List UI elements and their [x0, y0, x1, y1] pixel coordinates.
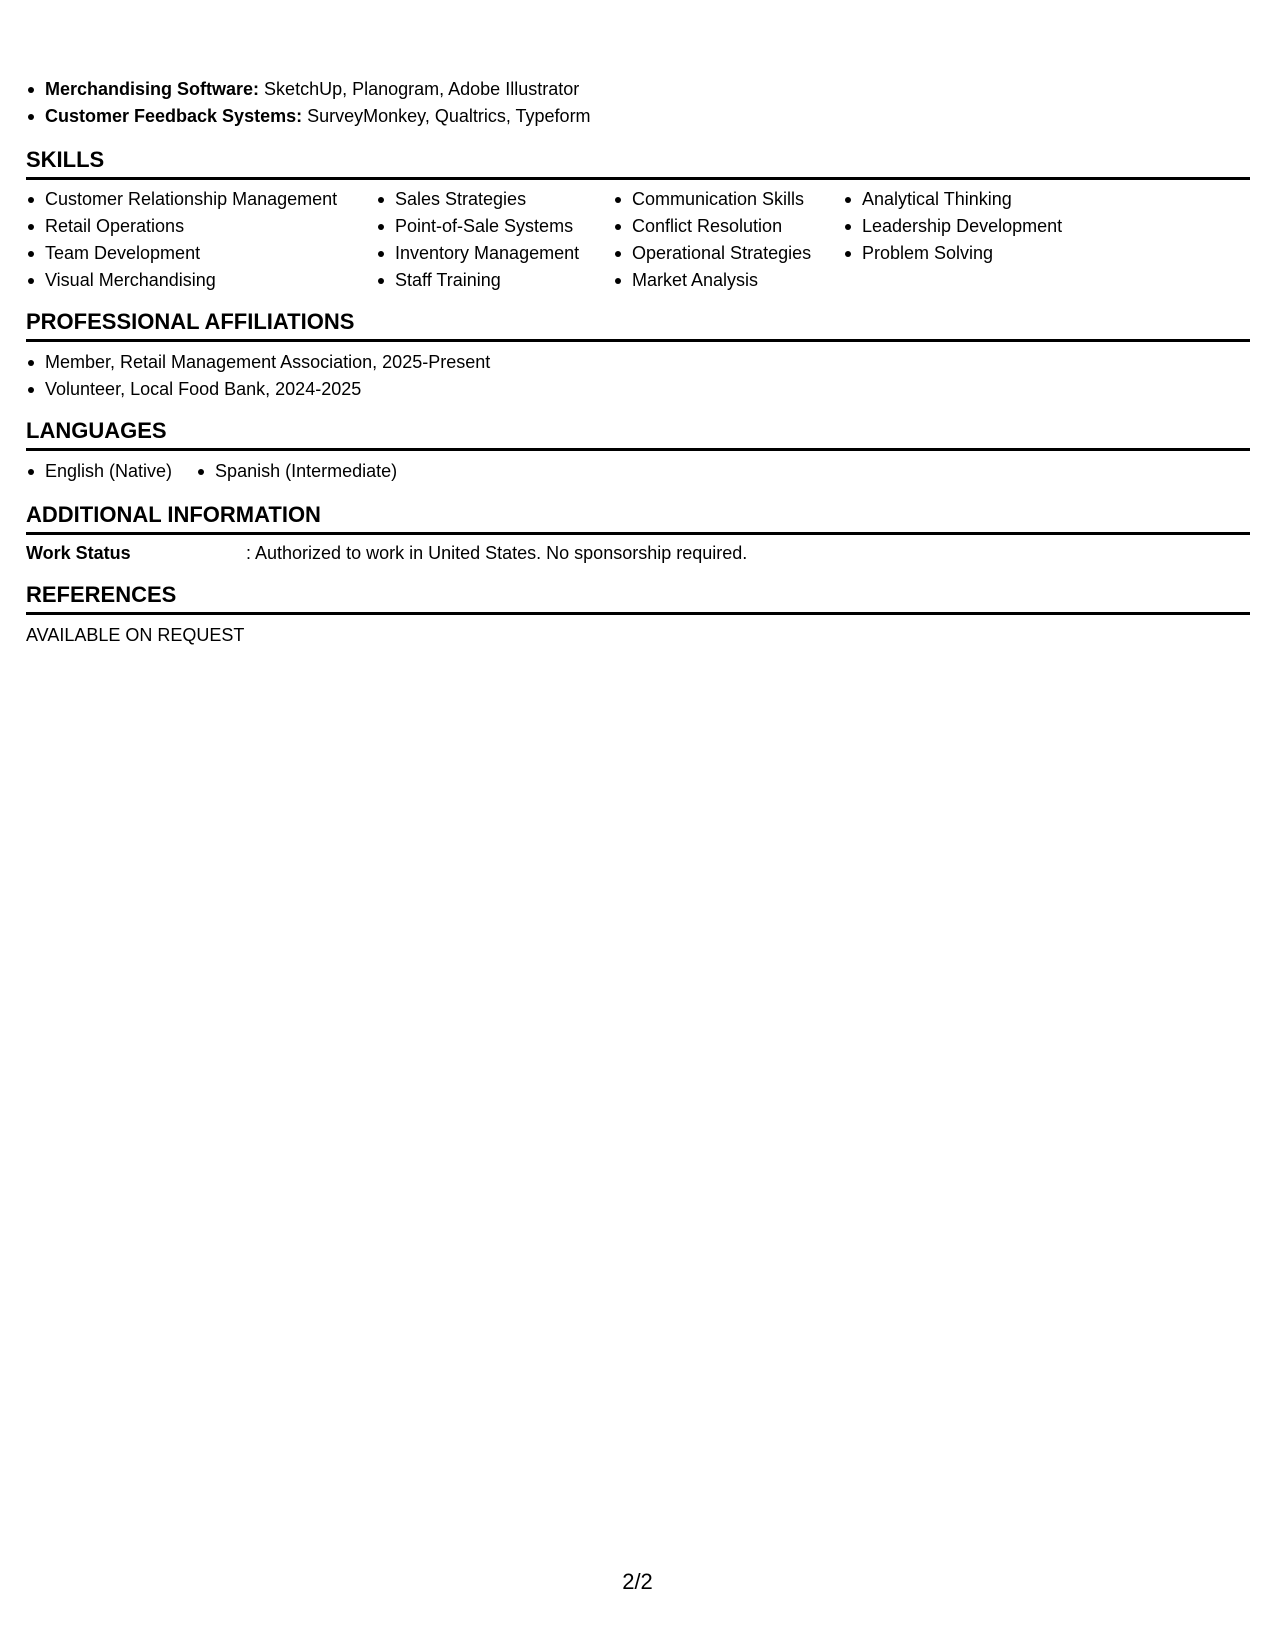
- additional-info-heading: ADDITIONAL INFORMATION: [26, 501, 1250, 535]
- skill-item: Conflict Resolution: [613, 213, 843, 240]
- skill-item: Operational Strategies: [613, 240, 843, 267]
- skill-item: Communication Skills: [613, 186, 843, 213]
- tools-item-customer-feedback: [26, 103, 1250, 130]
- languages-section: [26, 417, 1250, 485]
- languages-heading: LANGUAGES: [26, 417, 1250, 451]
- skill-item: Leadership Development: [843, 213, 1143, 240]
- affiliation-item: Member, Retail Management Association, 2025-Present: [26, 349, 1250, 376]
- tools-item-label: Merchandising Software:: [45, 79, 260, 99]
- work-status-label: Work Status: [26, 543, 131, 563]
- skill-item: Market Analysis: [613, 267, 843, 294]
- references-text: AVAILABLE ON REQUEST: [26, 625, 245, 645]
- skill-item: Staff Training: [376, 267, 613, 294]
- skills-heading: SKILLS: [26, 146, 1250, 180]
- skill-item: Analytical Thinking: [843, 186, 1143, 213]
- skill-item: Team Development: [26, 240, 376, 267]
- skill-item: Retail Operations: [26, 213, 376, 240]
- affiliations-heading: PROFESSIONAL AFFILIATIONS: [26, 308, 1250, 342]
- skills-column: [376, 186, 613, 294]
- affiliation-item: Volunteer, Local Food Bank, 2024-2025: [26, 376, 1250, 403]
- skill-item: Problem Solving: [843, 240, 1143, 267]
- skills-column: [613, 186, 843, 294]
- references-heading: REFERENCES: [26, 581, 1250, 615]
- additional-info-section: [26, 501, 1250, 565]
- language-item: English (Native): [26, 458, 172, 485]
- skills-section: [26, 146, 1250, 294]
- tools-item-merchandising: [26, 76, 1250, 103]
- skill-item: Visual Merchandising: [26, 267, 376, 294]
- skill-item: Inventory Management: [376, 240, 613, 267]
- skills-column: [26, 186, 376, 294]
- references-section: [26, 581, 1250, 647]
- skill-item: Customer Relationship Management: [26, 186, 376, 213]
- resume-page: [26, 76, 1250, 647]
- skills-column: [843, 186, 1143, 294]
- affiliations-section: [26, 308, 1250, 403]
- skills-grid: [26, 180, 1250, 294]
- affiliations-list: [26, 342, 1250, 403]
- skill-item: Sales Strategies: [376, 186, 613, 213]
- tools-list: [26, 76, 1250, 130]
- skill-item: Point-of-Sale Systems: [376, 213, 613, 240]
- tools-item-value: SketchUp, Planogram, Adobe Illustrator: [264, 79, 580, 99]
- languages-list: [26, 451, 1250, 485]
- work-status-row: [26, 535, 1250, 565]
- language-item: Spanish (Intermediate): [196, 458, 397, 485]
- tools-item-label: Customer Feedback Systems:: [45, 106, 303, 126]
- work-status-value: : Authorized to work in United States. No sponsorship required.: [246, 543, 748, 563]
- page-number: 2/2: [622, 1569, 653, 1594]
- tools-item-value: SurveyMonkey, Qualtrics, Typeform: [307, 106, 591, 126]
